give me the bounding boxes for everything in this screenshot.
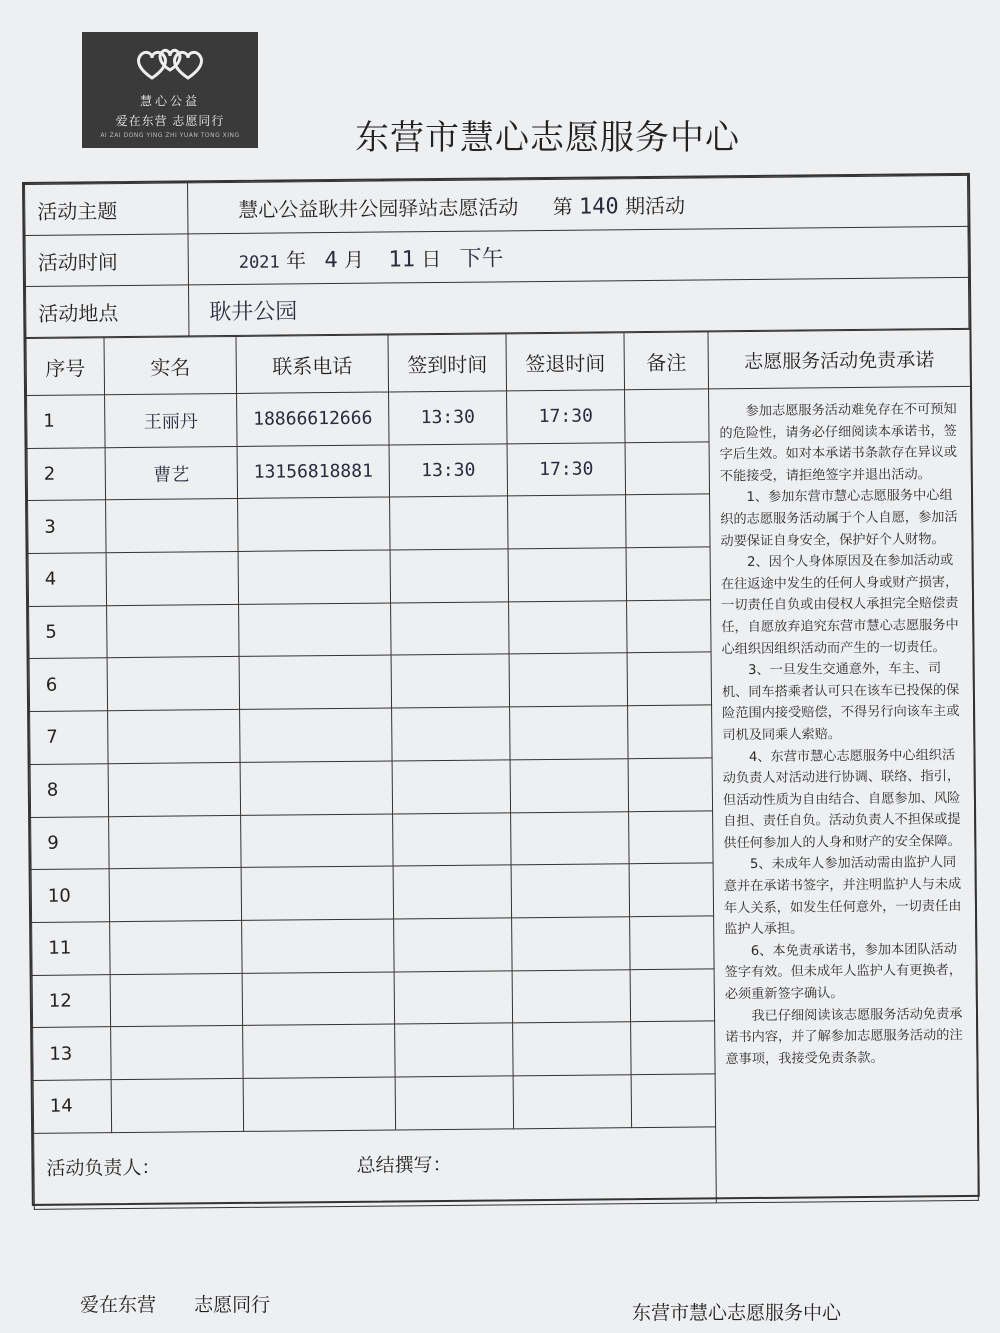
row-signin	[390, 549, 509, 603]
row-signout	[509, 653, 628, 707]
row-note	[625, 442, 710, 495]
period-prefix: 第	[552, 194, 573, 219]
row-name	[108, 710, 240, 764]
row-note	[626, 547, 711, 600]
bottom-slogan-left: 爱在东营	[80, 1294, 157, 1316]
row-phone	[241, 866, 393, 920]
row-phone: 13156818881	[237, 445, 389, 499]
disclaimer-paragraph: 1、参加东营市慧心志愿服务中心组织的志愿服务活动属于个人自愿，参加活动要保证自身安全，保护好个人财物。	[720, 488, 958, 549]
activity-info-table	[24, 175, 969, 338]
time-day: 11	[388, 246, 416, 272]
time-month-unit: 月	[343, 247, 365, 272]
row-number: 4	[28, 553, 107, 606]
logo	[82, 32, 258, 148]
col-header-no: 序号	[26, 338, 105, 396]
place-text: 耿井公园	[209, 298, 298, 325]
row-name	[107, 657, 239, 711]
row-phone	[243, 1077, 395, 1131]
row-signin	[395, 1023, 514, 1077]
theme-label: 活动主题	[25, 183, 188, 236]
row-note	[628, 705, 713, 758]
bottom-org-name: 东营市慧心志愿服务中心	[632, 1302, 842, 1324]
row-name	[109, 868, 241, 922]
time-label: 活动时间	[25, 234, 188, 287]
period-suffix: 期活动	[624, 193, 686, 218]
row-signin: 13:30	[389, 444, 508, 498]
row-note	[627, 600, 712, 653]
row-note	[629, 810, 714, 863]
row-signout	[511, 864, 630, 918]
row-number: 9	[31, 816, 110, 869]
time-day-unit: 日	[421, 246, 442, 271]
logo-name: 慧心公益	[139, 94, 200, 108]
row-name	[107, 604, 239, 658]
page-title: 东营市慧心志愿服务中心	[355, 118, 740, 158]
bottom-slogan	[80, 1290, 270, 1317]
disclaimer-paragraph: 4、东营市慧心志愿服务中心组织活动负责人对活动进行协调、联络、指引，但活动性质为自由结合、自愿参加、风险自担、责任自负。活动负责人不担保或提供任何参加人的人身和财产的安全保障。	[722, 747, 961, 852]
footer-cell	[34, 1127, 717, 1210]
row-note	[630, 968, 715, 1021]
row-signout	[512, 969, 631, 1023]
row-number: 14	[33, 1080, 112, 1133]
row-name: 曹艺	[105, 446, 237, 500]
hearts-logo-icon	[132, 44, 208, 84]
table-header-row	[26, 329, 971, 395]
row-phone	[238, 550, 390, 604]
row-name	[110, 920, 242, 974]
row-name	[108, 762, 240, 816]
time-year-unit: 年	[285, 247, 307, 272]
col-header-name: 实名	[104, 336, 237, 394]
row-number: 10	[31, 869, 110, 922]
row-signout: 17:30	[507, 390, 626, 444]
row-signout	[509, 600, 628, 654]
row-signin	[391, 654, 510, 708]
row-phone	[240, 708, 392, 762]
time-period: 下午	[459, 245, 504, 272]
row-number: 5	[29, 605, 108, 658]
row-number: 8	[30, 764, 109, 817]
row-signin	[395, 1076, 514, 1130]
row-phone	[241, 813, 393, 867]
row-signout	[510, 759, 629, 813]
summary-label: 总结撰写：	[356, 1153, 452, 1177]
row-name	[106, 499, 238, 553]
row-phone	[238, 497, 390, 551]
row-number: 1	[27, 395, 106, 448]
row-name	[111, 1026, 243, 1080]
logo-slogan: 爱在东营 志愿同行	[115, 114, 225, 128]
row-phone	[239, 655, 391, 709]
row-phone	[240, 761, 392, 815]
row-signout	[511, 811, 630, 865]
row-signin: 13:30	[389, 391, 508, 445]
row-signin	[391, 602, 510, 656]
row-phone	[243, 1024, 395, 1078]
disclaimer-paragraph: 3、一旦发生交通意外，车主、司机、同车搭乘者认可只在该车已投保的保险范围内接受赔偿，不得另行向该车主或司机及同乘人索赔。	[721, 661, 960, 744]
time-value	[188, 226, 968, 284]
row-signin	[394, 970, 513, 1024]
row-phone	[242, 972, 394, 1026]
time-month: 4	[324, 247, 338, 273]
col-header-signout: 签退时间	[506, 333, 625, 391]
row-note	[628, 758, 713, 811]
row-number: 6	[29, 658, 108, 711]
disclaimer-title: 志愿服务活动免责承诺	[708, 329, 971, 389]
disclaimer-paragraph: 6、本免责承诺书，参加本团队活动签字有效。但未成年人监护人有更换者，必须重新签字确认。	[724, 941, 963, 1003]
volunteer-table	[25, 329, 978, 1210]
row-signin	[390, 496, 509, 550]
leader-label: 活动负责人：	[46, 1156, 161, 1180]
disclaimer-paragraph: 我已仔细阅读该志愿服务活动免责承诺书内容，并了解参加志愿服务活动的注意事项，我接受免责条款。	[725, 1006, 963, 1068]
row-number: 11	[32, 922, 111, 975]
row-note	[631, 1074, 716, 1127]
row-note	[631, 1021, 716, 1074]
row-note	[629, 863, 714, 916]
place-label: 活动地点	[26, 285, 189, 338]
row-signin	[394, 918, 513, 972]
row-phone	[239, 603, 391, 657]
signin-sheet	[22, 173, 980, 1206]
row-signout	[512, 917, 631, 971]
row-signin	[393, 865, 512, 919]
row-note	[630, 916, 715, 969]
row-number: 7	[30, 711, 109, 764]
row-signout	[508, 548, 627, 602]
disclaimer-text	[709, 386, 979, 1202]
theme-value	[188, 175, 968, 233]
row-signout	[513, 1075, 632, 1129]
row-number: 2	[27, 447, 106, 500]
row-signout	[513, 1022, 632, 1076]
row-signin	[393, 812, 512, 866]
period-number: 140	[578, 193, 619, 220]
row-name	[111, 1078, 243, 1132]
row-name: 王丽丹	[105, 393, 237, 447]
col-header-note: 备注	[624, 332, 709, 390]
time-year: 2021	[238, 252, 280, 273]
row-signin	[392, 760, 511, 814]
col-header-signin: 签到时间	[388, 334, 507, 392]
theme-text: 慧心公益耿井公园驿站志愿活动	[238, 194, 519, 222]
disclaimer-paragraph: 2、因个人身体原因及在参加活动或在往返途中发生的任何人身或财产损害，一切责任自负或由侵权人承担完全赔偿责任，自愿放弃追究东营市慧心志愿服务中心组织因组织活动而产生的一切责任。	[720, 553, 959, 657]
disclaimer-paragraph: 参加志愿服务活动难免存在不可预知的危险性，请务必仔细阅读本承诺书，签字后生效。如对本承诺书条款存在异议或不能接受，请拒绝签字并退出活动。	[719, 402, 958, 485]
row-phone	[242, 919, 394, 973]
bottom-slogan-right: 志愿同行	[194, 1294, 271, 1316]
row-name	[106, 552, 238, 606]
row-number: 13	[33, 1027, 112, 1080]
place-value	[188, 277, 968, 335]
row-signout	[510, 706, 629, 760]
row-name	[110, 973, 242, 1027]
disclaimer-paragraph: 5、未成年人参加活动需由监护人同意并在承诺书签字，并注明监护人与未成年人关系，如发生任何意外，一切责任由监护人承担。	[723, 855, 962, 938]
row-signin	[392, 707, 511, 761]
row-number: 3	[28, 500, 107, 553]
row-name	[109, 815, 241, 869]
table-row	[27, 386, 971, 448]
col-header-phone: 联系电话	[236, 335, 389, 393]
row-phone: 18866612666	[237, 392, 389, 446]
row-signout: 17:30	[507, 442, 626, 496]
row-signout	[508, 495, 627, 549]
row-note	[626, 494, 711, 547]
row-note	[627, 652, 712, 705]
logo-pinyin: AI ZAI DONG YING ZHI YUAN TONG XING	[100, 132, 240, 139]
row-number: 12	[32, 974, 111, 1027]
row-note	[625, 389, 710, 442]
